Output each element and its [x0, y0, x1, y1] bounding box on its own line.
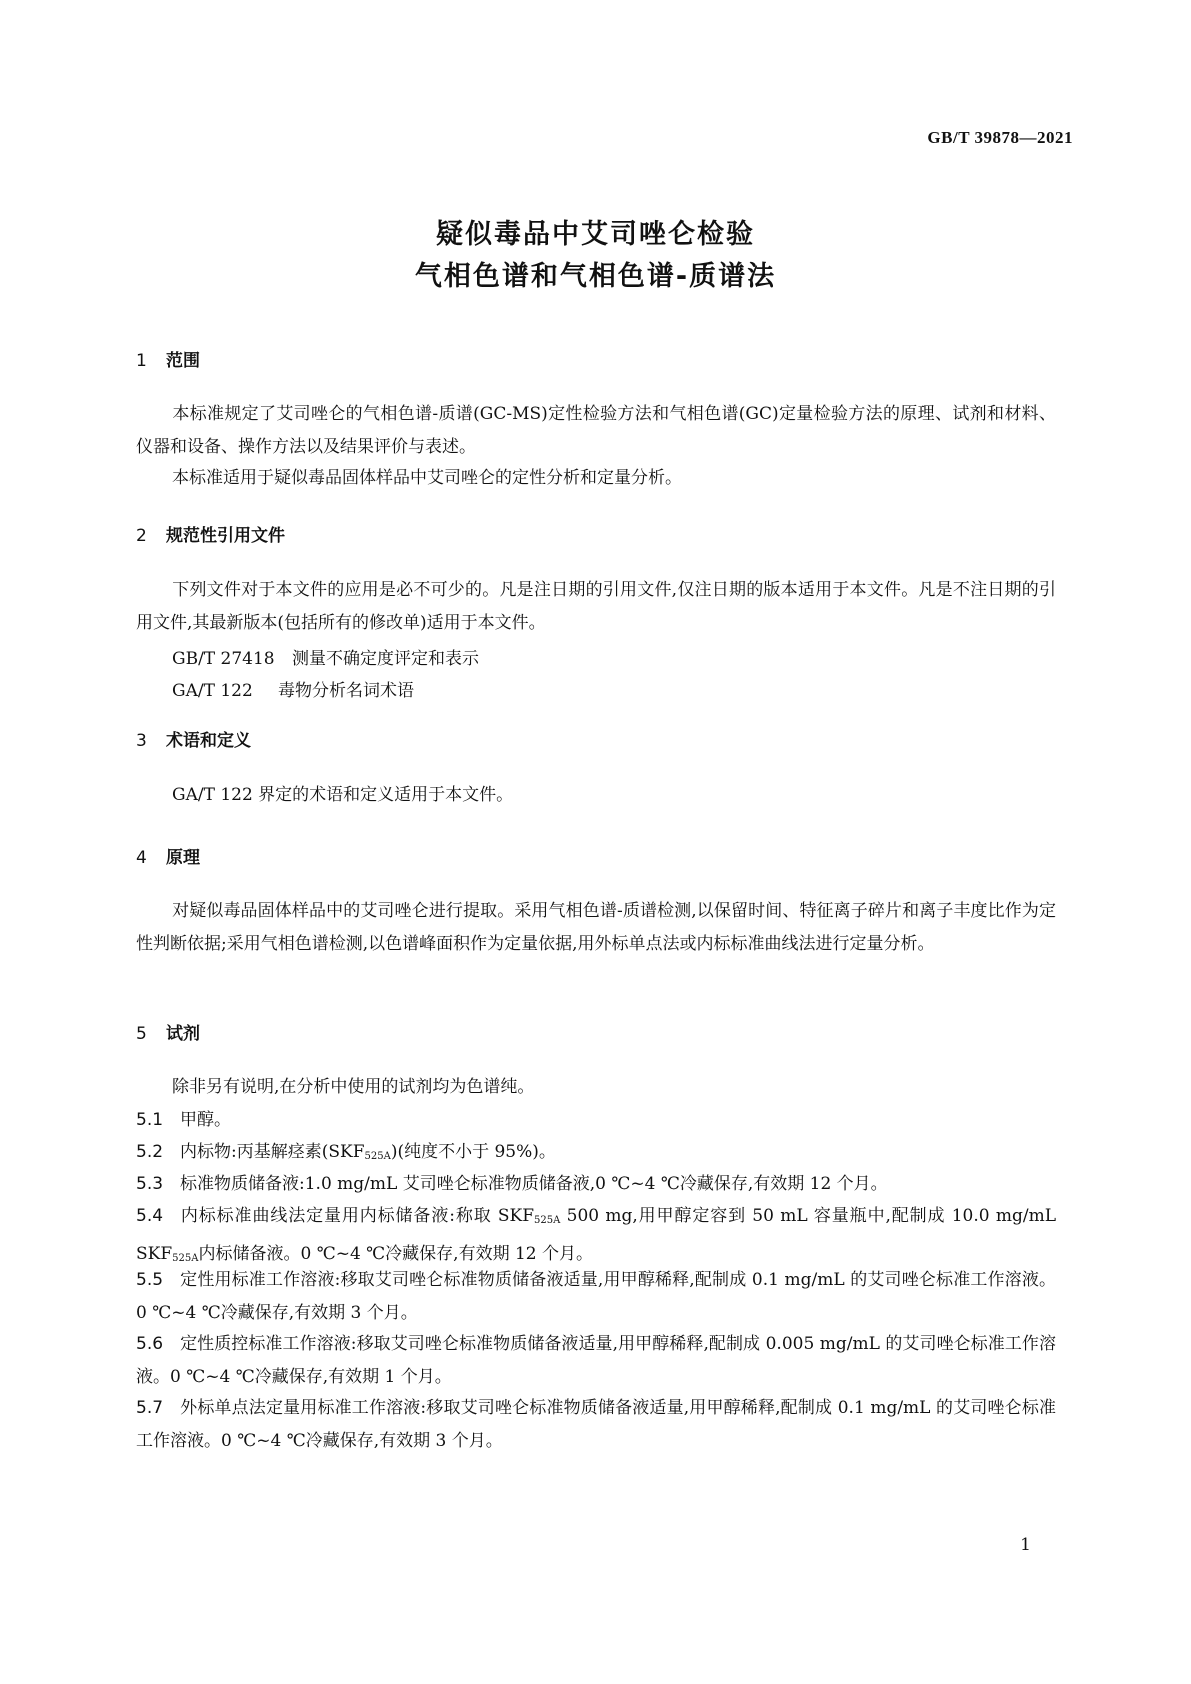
item-text: 定性用标准工作溶液:移取艾司唑仑标准物质储备液适量,用甲醇稀释,配制成 0.1 mg/mL 的艾司唑仑标准工作溶液。0 ℃~4 ℃冷藏保存,有效期 3 个月。: [136, 1270, 1056, 1323]
section-number: 1: [136, 351, 147, 371]
paragraph-text: 对疑似毒品固体样品中的艾司唑仑进行提取。采用气相色谱-质谱检测,以保留时间、特征离子碎片和离子丰度比作为定性判断依据;采用气相色谱检测,以色谱峰面积作为定量依据,用外标单点法或内标标准曲线法进行定量分析。: [136, 901, 1056, 954]
section-3-paragraph-1: [136, 779, 1056, 812]
item-text: 500 mg,用甲醇定容到 50 mL 容量瓶中,配制成 10.0 mg/mL SKF: [136, 1206, 1056, 1264]
section-4-paragraph-1: [136, 895, 1056, 960]
section-title: 试剂: [166, 1024, 200, 1044]
section-number: 2: [136, 526, 147, 546]
section-4-heading: [136, 843, 200, 868]
section-title: 规范性引用文件: [166, 526, 285, 546]
standard-code: GB/T 39878—2021: [927, 128, 1073, 147]
paragraph-text: 除非另有说明,在分析中使用的试剂均为色谱纯。: [172, 1077, 535, 1097]
item-number: 5.5: [136, 1270, 164, 1290]
section-5-intro: [136, 1071, 1056, 1104]
item-number: 5.2: [136, 1142, 164, 1162]
item-text: 外标单点法定量用标准工作溶液:移取艾司唑仑标准物质储备液适量,用甲醇稀释,配制成 0.1 mg/mL 的艾司唑仑标准工作溶液。0 ℃~4 ℃冷藏保存,有效期 3 个月。: [136, 1398, 1056, 1451]
item-number: 5.4: [136, 1206, 164, 1226]
item-5-1: [136, 1104, 1056, 1137]
paragraph-text: 本标准规定了艾司唑仑的气相色谱-质谱(GC-MS)定性检验方法和气相色谱(GC)定量检验方法的原理、试剂和材料、仪器和设备、操作方法以及结果评价与表述。: [136, 404, 1056, 457]
item-number: 5.3: [136, 1174, 164, 1194]
item-5-6: [136, 1328, 1056, 1393]
item-number: 5.1: [136, 1110, 164, 1130]
item-number: 5.6: [136, 1334, 164, 1354]
section-2-heading: [136, 521, 285, 546]
section-title: 原理: [166, 848, 200, 868]
subscript: 525A: [364, 1151, 391, 1162]
item-5-3: [136, 1168, 1056, 1201]
paragraph-text: 本标准适用于疑似毒品固体样品中艾司唑仑的定性分析和定量分析。: [172, 468, 682, 488]
section-3-heading: [136, 726, 251, 751]
item-number: 5.7: [136, 1398, 164, 1418]
section-1-heading: [136, 346, 200, 371]
section-2-paragraph-1: [136, 574, 1056, 639]
reference-title: 毒物分析名词术语: [278, 681, 414, 701]
page-number: 1: [1020, 1535, 1031, 1555]
item-5-5: [136, 1264, 1056, 1329]
paragraph-text: 下列文件对于本文件的应用是必不可少的。凡是注日期的引用文件,仅注日期的版本适用于本文件。凡是不注日期的引用文件,其最新版本(包括所有的修改单)适用于本文件。: [136, 580, 1056, 633]
title-line-1: 疑似毒品中艾司唑仑检验: [436, 219, 755, 250]
section-title: 术语和定义: [166, 731, 251, 751]
title-line-2: 气相色谱和气相色谱-质谱法: [414, 261, 777, 292]
section-1-paragraph-1: [136, 398, 1056, 463]
item-text: 内标储备液。0 ℃~4 ℃冷藏保存,有效期 12 个月。: [198, 1243, 594, 1264]
section-number: 4: [136, 848, 147, 868]
item-text: 内标物:丙基解痉素(SKF: [180, 1142, 365, 1162]
section-1-paragraph-2: [136, 462, 1056, 495]
item-text: 甲醇。: [180, 1110, 231, 1130]
item-text: )(纯度不小于 95%)。: [390, 1142, 556, 1162]
item-text: 定性质控标准工作溶液:移取艾司唑仑标准物质储备液适量,用甲醇稀释,配制成 0.005 mg/mL 的艾司唑仑标准工作溶液。0 ℃~4 ℃冷藏保存,有效期 1 个月。: [136, 1334, 1056, 1387]
section-number: 3: [136, 731, 147, 751]
item-5-7: [136, 1392, 1056, 1457]
reference-title: 测量不确定度评定和表示: [292, 649, 479, 669]
subscript: 525A: [172, 1252, 199, 1264]
section-5-heading: [136, 1019, 200, 1044]
section-number: 5: [136, 1024, 147, 1044]
reference-item: [172, 676, 414, 701]
reference-item: [172, 644, 479, 669]
paragraph-text: GA/T 122 界定的术语和定义适用于本文件。: [172, 785, 514, 805]
reference-code: GA/T 122: [172, 681, 253, 701]
item-text: 内标标准曲线法定量用内标储备液:称取 SKF: [180, 1206, 535, 1226]
reference-code: GB/T 27418: [172, 649, 275, 669]
section-title: 范围: [166, 351, 200, 371]
subscript: 525A: [534, 1215, 561, 1226]
item-text: 标准物质储备液:1.0 mg/mL 艾司唑仑标准物质储备液,0 ℃~4 ℃冷藏保存,有效期 12 个月。: [180, 1174, 888, 1194]
